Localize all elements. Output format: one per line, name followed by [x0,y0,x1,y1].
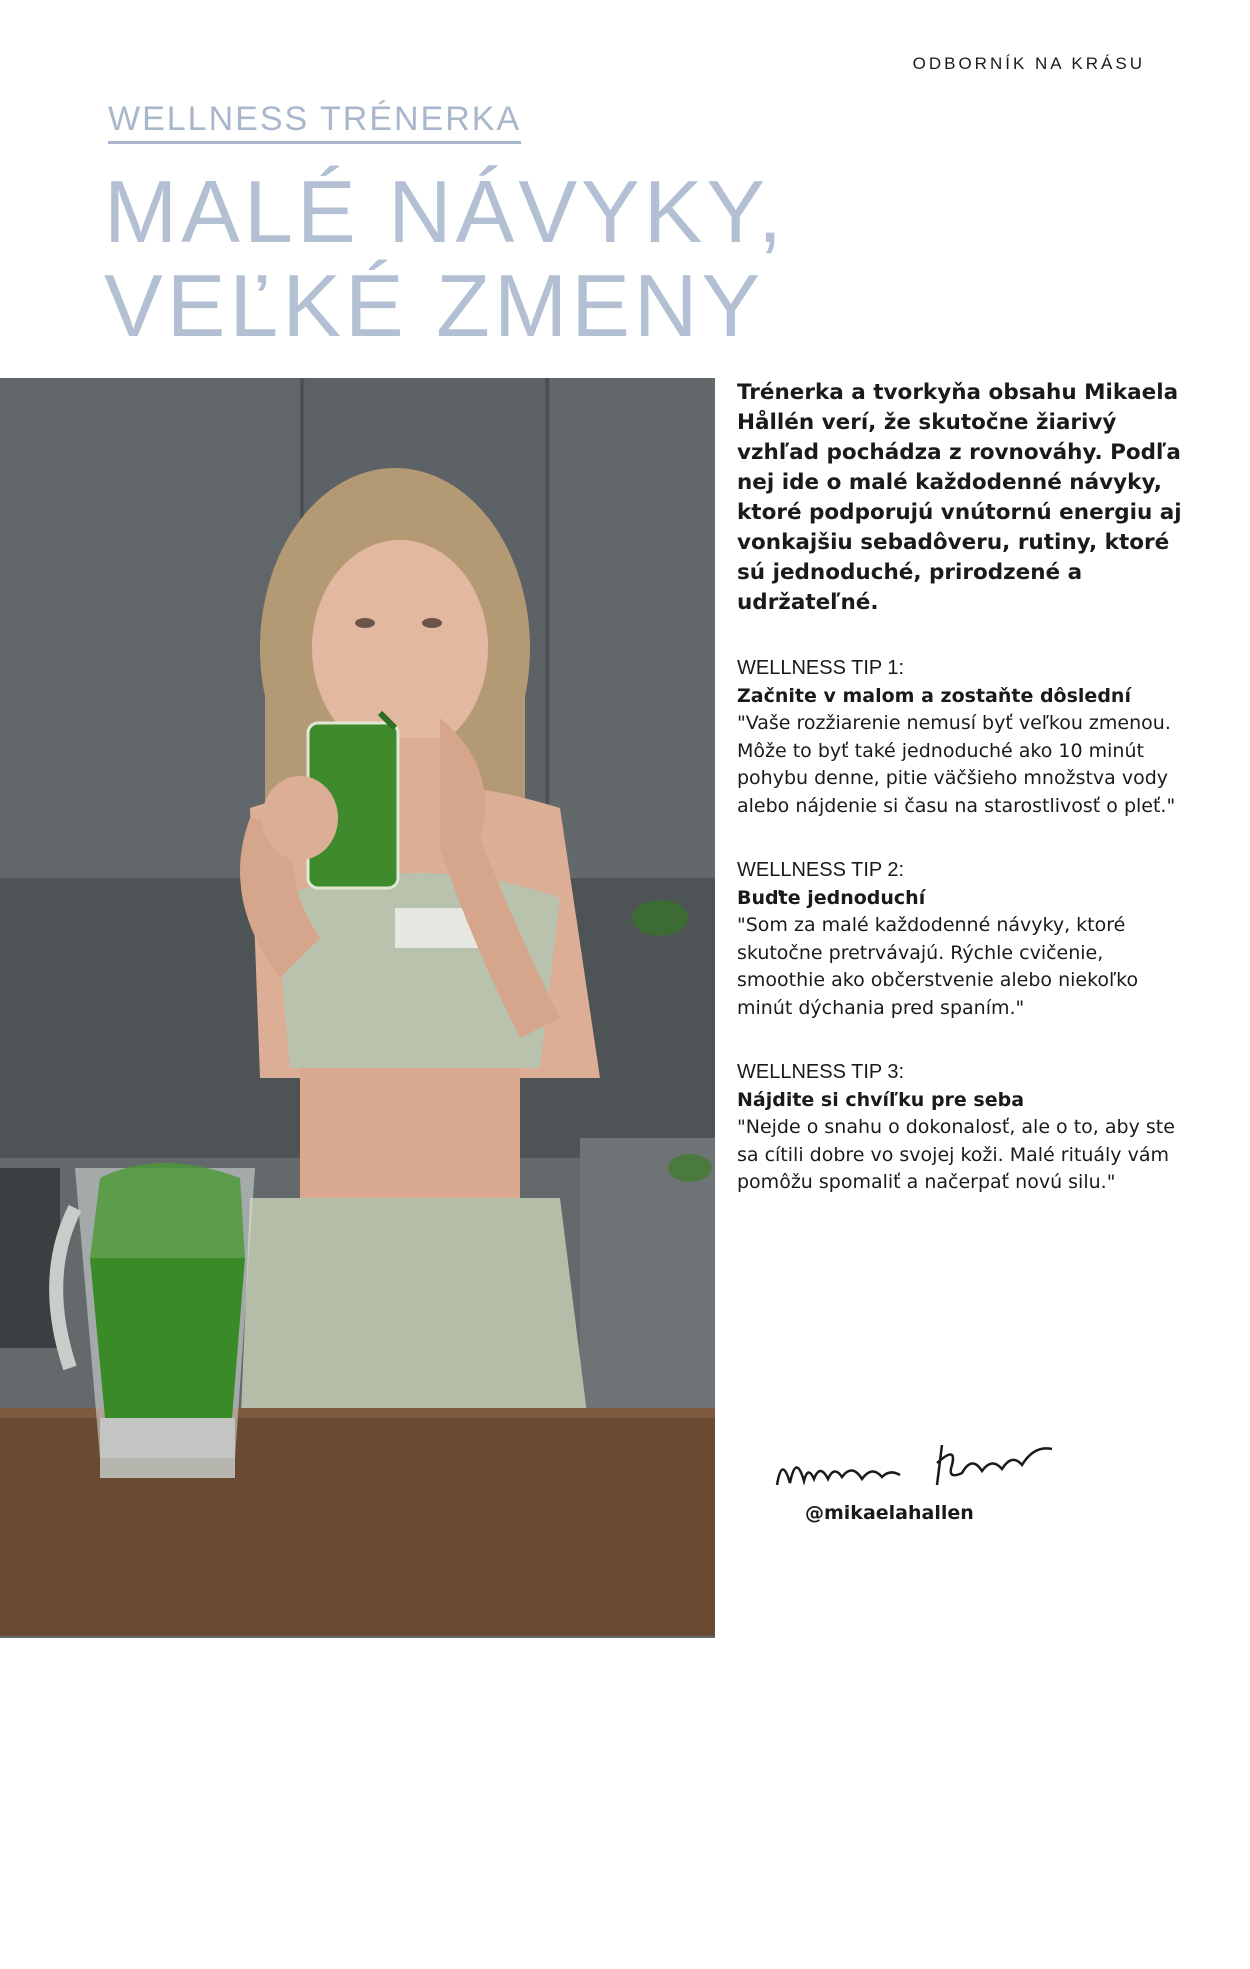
tip-title: Nájdite si chvíľku pre seba [737,1089,1025,1111]
tip-label: WELLNESS TIP 2: [737,859,905,881]
tip-text: "Som za malé každodenné návyky, ktoré skutočne pretrvávajú. Rýchle cvičenie, smoothie ako občerstvenie alebo niekoľko minút dýchania pred spaním." [737,914,1139,1019]
wellness-tip-3 [737,1058,1187,1197]
tip-title: Buďte jednoduchí [737,887,926,909]
tip-label: WELLNESS TIP 1: [737,657,905,679]
headline-line-2: VEĽKÉ ZMENY [104,256,765,355]
intro-paragraph: Trénerka a tvorkyňa obsahu Mikaela Hållén verí, že skutočne žiarivý vzhľad pochádza z rovnováhy. Podľa nej ide o malé každodenné návyky, ktoré podporujú vnútornú energiu aj vonkajšiu sebadôveru, rutiny, ktoré sú jednoduché, prirodzené a udržateľné. [737,380,1182,615]
hero-photo [0,378,715,1968]
section-label: ODBORNÍK NA KRÁSU [912,54,1145,73]
tip-title: Začnite v malom a zostaňte dôslední [737,685,1131,707]
headline-line-1: MALÉ NÁVYKY, [104,162,787,261]
tip-text: "Nejde o snahu o dokonalosť, ale o to, aby ste sa cítili dobre vo svojej koži. Malé rituály vám pomôžu spomaliť a načerpať novú silu." [737,1116,1175,1193]
signature [772,1435,1072,1505]
wellness-tip-2 [737,856,1187,1022]
article [737,378,1187,1197]
page-number: 50 [42,1948,65,1968]
headline [104,162,787,355]
tip-text: "Vaše rozžiarenie nemusí byť veľkou zmenou. Môže to byť také jednoduché ako 10 minút pohybu denne, pitie väčšieho množstva vody alebo nájdenie si času na starostlivosť o pleť." [737,712,1176,817]
instagram-handle: @mikaelahallen [805,1502,974,1524]
kicker: WELLNESS TRÉNERKA [108,100,521,144]
wellness-tip-1 [737,654,1187,820]
tip-label: WELLNESS TIP 3: [737,1061,905,1083]
